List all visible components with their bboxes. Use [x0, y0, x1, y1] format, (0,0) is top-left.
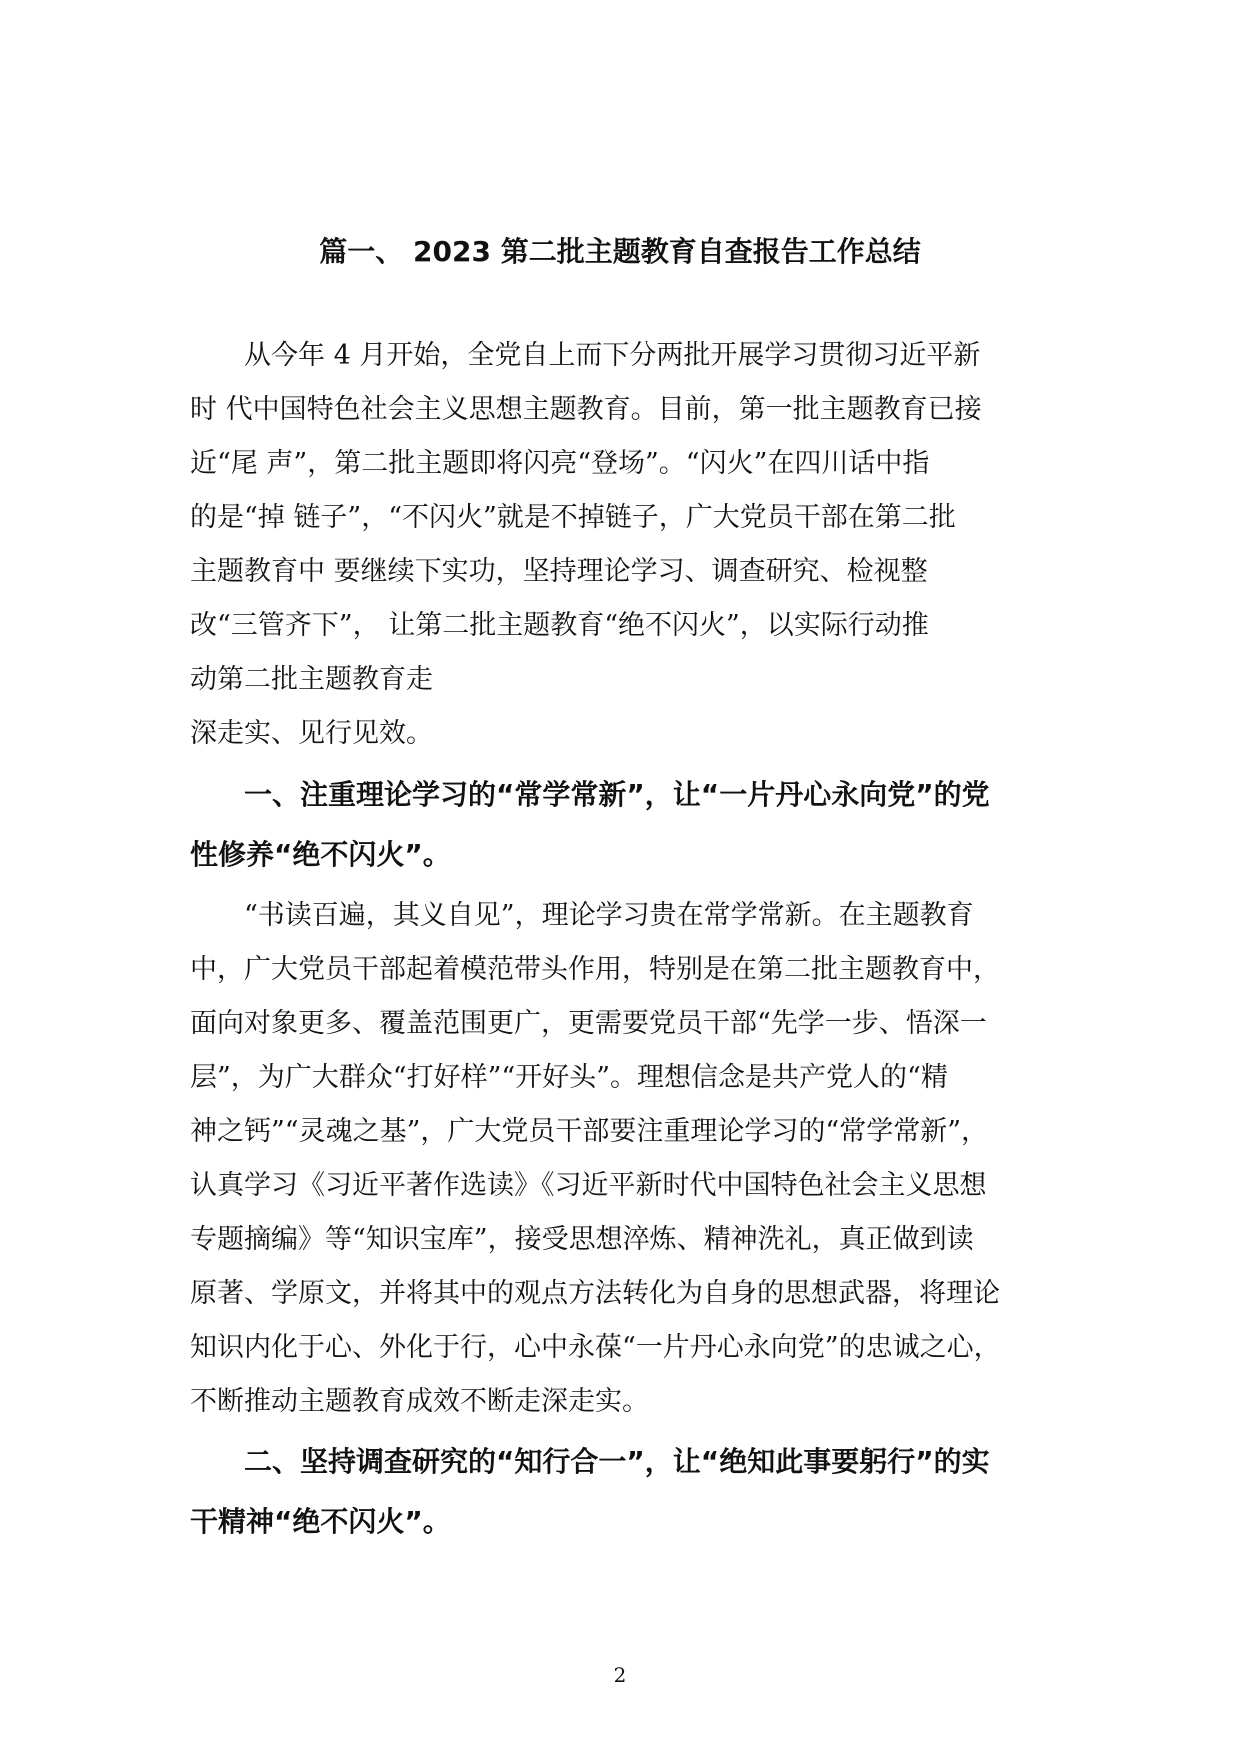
section-1-line-3: 面向对象更多、覆盖范围更广，更需要党员干部“先学一步、悟深一: [190, 1008, 987, 1039]
intro-line-1: 从今年 4 月开始，全党自上而下分两批开展学习贯彻习近平新: [244, 340, 981, 371]
intro-line-2: 时 代中国特色社会主义思想主题教育。目前，第一批主题教育已接: [190, 394, 982, 425]
section-1-line-1: “书读百遍，其义自见”，理论学习贵在常学常新。在主题教育: [244, 900, 974, 931]
document-title: 篇一、 2023 第二批主题教育自查报告工作总结: [319, 235, 921, 268]
intro-line-5: 主题教育中 要继续下实功，坚持理论学习、调查研究、检视整: [190, 556, 928, 587]
section-1-line-8: 原著、学原文，并将其中的观点方法转化为自身的思想武器，将理论: [190, 1278, 1000, 1309]
section-1-line-10: 不断推动主题教育成效不断走深走实。: [190, 1386, 649, 1417]
section-1-line-4: 层”，为广大群众“打好样”“开好头”。理想信念是共产党人的“精: [190, 1062, 948, 1093]
section-2-heading-line-2: 干精神“绝不闪火”。: [190, 1505, 451, 1538]
section-1-line-7: 专题摘编》等“知识宝库”，接受思想淬炼、精神洗礼，真正做到读: [190, 1224, 974, 1255]
section-1-line-2: 中，广大党员干部起着模范带头作用，特别是在第二批主题教育中，: [190, 954, 1000, 985]
page-number: 2: [613, 1663, 627, 1687]
intro-line-8: 深走实、见行见效。: [190, 718, 433, 749]
intro-line-7: 动第二批主题教育走: [190, 664, 433, 695]
intro-line-3: 近“尾 声”，第二批主题即将闪亮“登场”。“闪火”在四川话中指: [190, 448, 930, 479]
section-1-heading-line-2: 性修养“绝不闪火”。: [190, 838, 451, 871]
section-1-line-6: 认真学习《习近平著作选读》《习近平新时代中国特色社会主义思想: [190, 1170, 987, 1201]
intro-line-6: 改“三管齐下”， 让第二批主题教育“绝不闪火”，以实际行动推: [190, 610, 929, 641]
section-1-line-9: 知识内化于心、外化于行，心中永葆“一片丹心永向党”的忠诚之心，: [190, 1332, 1001, 1363]
section-2-heading-line-1: 二、坚持调查研究的“知行合一”，让“绝知此事要躬行”的实: [244, 1445, 990, 1478]
section-1-heading-line-1: 一、注重理论学习的“常学常新”，让“一片丹心永向党”的党: [244, 778, 990, 811]
intro-line-4: 的是“掉 链子”，“不闪火”就是不掉链子，广大党员干部在第二批: [190, 502, 956, 533]
section-1-line-5: 神之钙”“灵魂之基”，广大党员干部要注重理论学习的“常学常新”，: [190, 1116, 989, 1147]
